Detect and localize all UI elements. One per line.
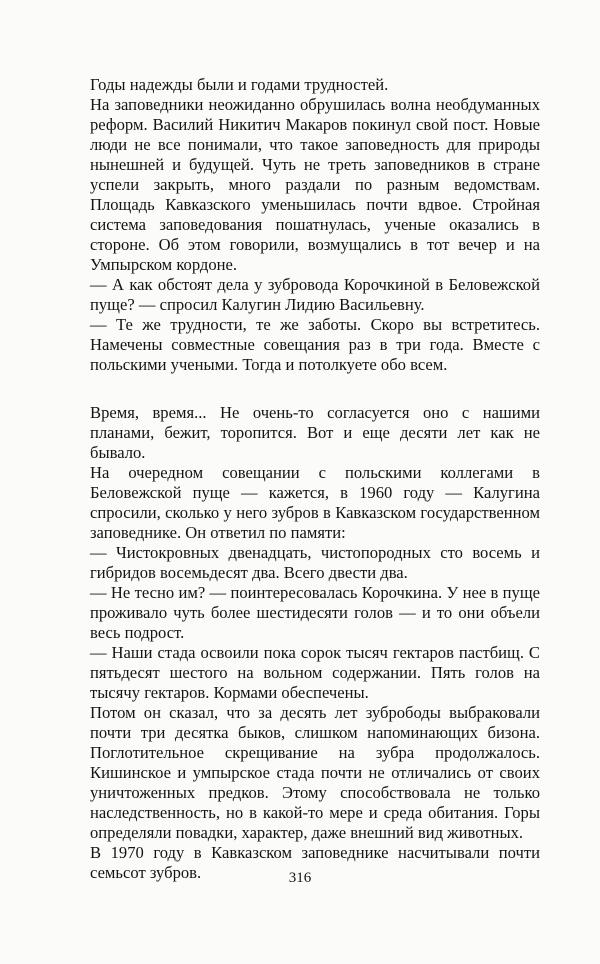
paragraph: — Не тесно им? — поинтересовалась Корочкина. У нее в пуще проживало чуть более шестидесяти голов — и то они объели весь подрост. [90,583,540,642]
section-1 [90,75,540,375]
paragraph: Потом он сказал, что за десять лет зубрободы выбраковали почти три десятка быков, слишком напоминающих бизона. Поглотительное скрещивание на зубра продолжалось. Кишинское и умпырское стада почти не отличались от своих уничтоженных предков. Этому способствовала не только наследственность, но в какой-то мере и среда обитания. Горы определяли повадки, характер, даже внешний вид животных. [90,703,540,842]
paragraph: — Чистокровных двенадцать, чистопородных сто восемь и гибридов восемьдесят два. Всего двести два. [90,543,540,582]
paragraph: На заповедники неожиданно обрушилась волна необдуманных реформ. Василий Никитич Макаров покинул свой пост. Новые люди не все понимали, что такое заповедность для природы нынешней и будущей. Чуть не треть заповедников в стране успели закрыть, много раздали по разным ведомствам. Площадь Кавказского уменьшилась почти вдвое. Стройная система заповедования пошатнулась, ученые оказались в стороне. Об этом говорили, возмущались в тот вечер и на Умпырском кордоне. [90,95,540,274]
paragraph: — Те же трудности, те же заботы. Скоро вы встретитесь. Намечены совместные совещания раз в три года. Вместе с польскими учеными. Тогда и потолкуете обо всем. [90,315,540,374]
paragraph: — Наши стада освоили пока сорок тысяч гектаров пастбищ. С пятьдесят шестого на вольном содержании. Пять голов на тысячу гектаров. Кормами обеспечены. [90,643,540,702]
paragraph: В 1970 году в Кавказском заповеднике насчитывали почти семьсот зубров. [90,843,540,882]
paragraph: На очередном совещании с польскими коллегами в Беловежской пуще — кажется, в 1960 году — Калугина спросили, сколько у него зубров в Кавказском государственном заповеднике. Он ответил по памяти: [90,463,540,542]
paragraph: Годы надежды были и годами трудностей. [90,75,389,94]
paragraph: Время, время... Не очень-то согласуется оно с нашими планами, бежит, торопится. Вот и еще десяти лет как не бывало. [90,403,540,462]
section-2 [90,403,540,883]
paragraph: — А как обстоят дела у зубровода Корочкиной в Беловежской пуще? — спросил Калугин Лидию Васильевну. [90,275,540,314]
page-number: 316 [288,870,312,886]
